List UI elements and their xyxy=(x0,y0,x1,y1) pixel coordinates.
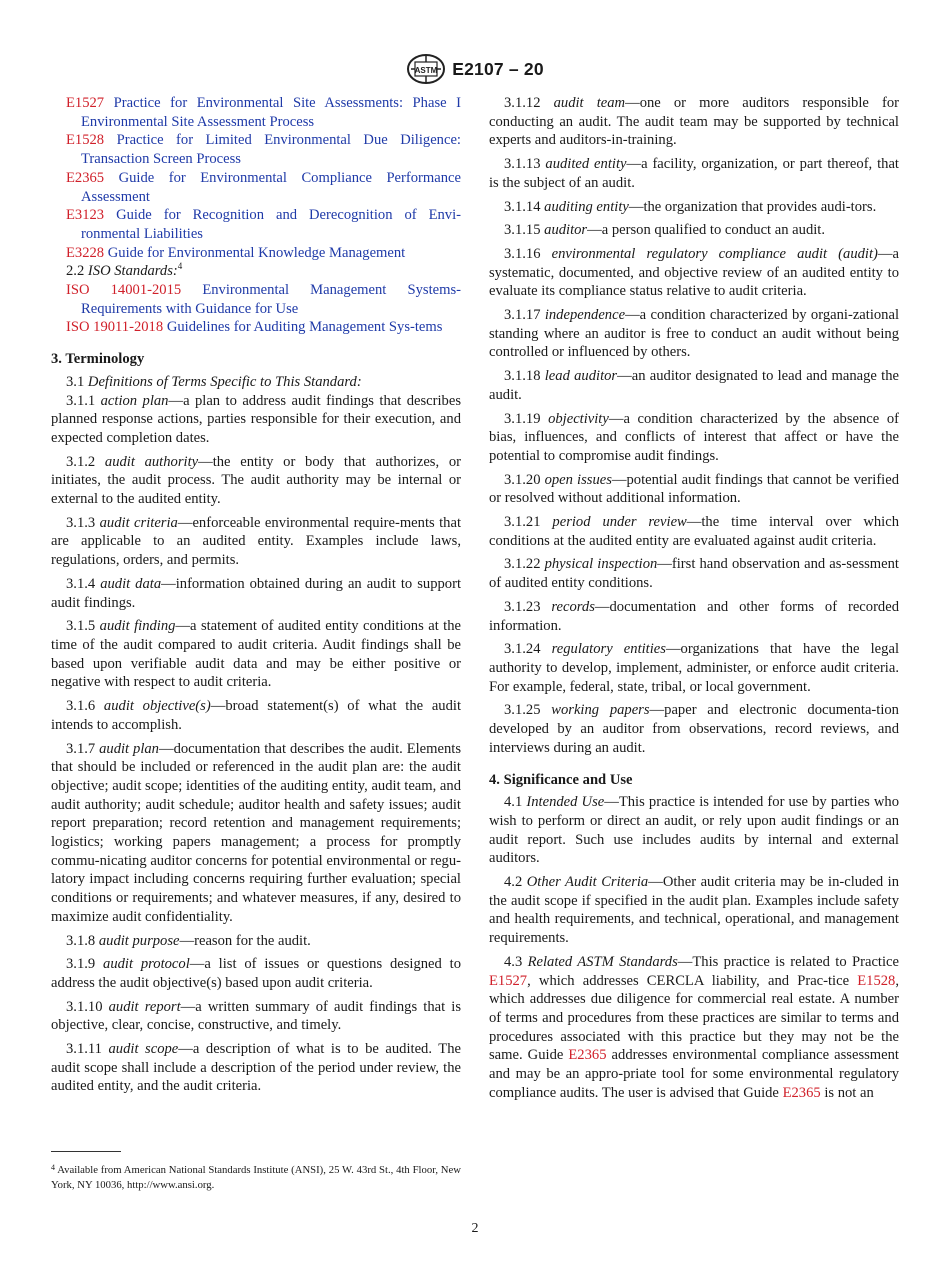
definition-text: —a person qualified to conduct an audit. xyxy=(587,222,826,239)
clause-number: 3.1.22 xyxy=(504,556,541,573)
clause-number: 3.1 xyxy=(66,373,85,390)
defined-term: audit authority xyxy=(104,453,199,470)
reference-title[interactable]: Environmental Management Systems-Requirements with Guidance for Use xyxy=(81,282,461,317)
defined-term: auditing entity xyxy=(544,198,629,215)
defined-term: audit plan xyxy=(99,740,159,757)
definition-text: —a facility, organization, or part thereof, that is the subject of an audit. xyxy=(489,156,899,191)
paragraph-4-1 xyxy=(489,793,899,868)
clause-number: 3.1.5 xyxy=(66,618,96,635)
clause-text: —Other audit criteria may be in-cluded in the audit scope if specified in the audit plan. Examples include safety and health requirements, and technical, operational, and management requirements. xyxy=(489,874,899,947)
standard-link[interactable]: E2365 xyxy=(568,1047,607,1064)
reference-code[interactable]: E3123 xyxy=(66,207,105,224)
defined-term: regulatory entities xyxy=(551,641,666,658)
definition-text: —reason for the audit. xyxy=(179,932,311,949)
reference-title[interactable]: Guide for Environmental Knowledge Management xyxy=(107,244,406,261)
section-heading: 3. Terminology xyxy=(51,351,145,368)
defined-term: action plan xyxy=(100,392,169,409)
reference-item xyxy=(51,244,461,263)
definition-item xyxy=(51,453,461,509)
definition-text: —information obtained during an audit to support audit findings. xyxy=(51,575,462,611)
defined-term: records xyxy=(551,598,595,615)
definition-item xyxy=(489,410,899,466)
definition-text: —a systematic, documented, and objective review of an audited entity to evaluate its compliance status relative to audit criteria. xyxy=(489,245,899,300)
definition-item xyxy=(489,471,899,508)
definition-item xyxy=(489,245,899,301)
clause-number: 3.1.10 xyxy=(66,998,103,1015)
clause-number: 4.1 xyxy=(504,794,523,811)
defined-term: independence xyxy=(544,307,626,324)
clause-text: , which addresses CERCLA liability, and Prac-tice xyxy=(527,972,858,989)
defined-term: objectivity xyxy=(548,410,609,427)
standard-link[interactable]: E1528 xyxy=(857,972,896,989)
reference-item xyxy=(51,169,461,206)
definition-text: —the time interval over which conditions at the audited entity are evaluated against audit criteria. xyxy=(489,514,900,549)
reference-title[interactable]: Guide for Environmental Compliance Performance Assessment xyxy=(81,169,461,205)
clause-number: 3.1.11 xyxy=(66,1041,102,1058)
clause-number: 3.1.14 xyxy=(504,198,541,215)
clause-text: —This practice is related to Practice xyxy=(677,953,899,970)
defined-term: audited entity xyxy=(545,156,627,173)
definition-item xyxy=(489,221,899,240)
defined-term: audit finding xyxy=(99,618,176,635)
definition-text: —a condition characterized by the absence of bias, influences, and conflicts of interest that affect or have the potential to compromise audit findings. xyxy=(489,410,899,464)
definition-item xyxy=(51,998,461,1035)
clause-number: 3.1.3 xyxy=(66,514,96,531)
definition-text: —one or more auditors responsible for conducting an audit. The audit team may be supported by technical experts and auditors-in-training. xyxy=(489,95,899,149)
clause-number: 3.1.9 xyxy=(66,956,96,973)
iso-heading-label: ISO Standards: xyxy=(87,263,178,280)
definition-text: —first hand observation and as-sessment of audited entity conditions. xyxy=(489,556,899,592)
definition-item xyxy=(489,367,899,404)
clause-number: 3.1.15 xyxy=(504,222,541,239)
clause-text: addresses environmental compliance assessment and may be an appro-priate tool for some environmental regulatory compliance audits. The user is advised that Guide xyxy=(489,1047,899,1101)
footnote-text: Available from American National Standards Institute (ANSI), 25 W. 43rd St., 4th Floor, New York, NY 10036, http://www.ansi.org. xyxy=(51,1164,461,1191)
clause-term: Related ASTM Standards xyxy=(527,953,678,970)
clause-number: 3.1.1 xyxy=(66,392,96,409)
astm-logo-icon xyxy=(406,53,446,85)
defined-term: auditor xyxy=(544,222,588,239)
clause-number: 3.1.8 xyxy=(66,932,96,949)
definition-item xyxy=(51,617,461,692)
reference-item xyxy=(51,94,461,131)
footnote-number: 4 xyxy=(51,1163,55,1172)
page-number: 2 xyxy=(471,1221,479,1236)
definition-item xyxy=(489,306,899,362)
clause-number: 3.1.17 xyxy=(504,307,541,324)
definition-text: —a plan to address audit findings that describes planned response actions, parties responsible for their execution, and expected completion dates. xyxy=(51,392,461,446)
reference-code[interactable]: E1528 xyxy=(66,132,105,149)
section-heading: 4. Significance and Use xyxy=(489,771,633,788)
paragraph-4-3 xyxy=(489,953,899,1103)
clause-number: 3.1.2 xyxy=(66,453,96,470)
iso-heading xyxy=(51,262,461,281)
definition-item xyxy=(51,955,461,992)
defined-term: audit team xyxy=(553,95,626,111)
paragraph-4-2 xyxy=(489,873,899,948)
defined-term: audit purpose xyxy=(98,932,180,949)
defined-term: working papers xyxy=(551,702,650,719)
defined-term: audit protocol xyxy=(103,956,190,973)
clause-number: 3.1.16 xyxy=(504,245,541,262)
definition-text: —paper and electronic documenta-tion developed by an auditor from observations, record reviews, and interviews during an audit. xyxy=(489,702,899,756)
definition-item xyxy=(489,513,899,550)
definition-text: —enforceable environmental require-ments that are applicable to an audited entity. Examples include laws, regulations, orders, and permits. xyxy=(51,514,461,569)
definition-item xyxy=(51,740,461,927)
definition-list xyxy=(489,94,899,758)
clause-number: 4.3 xyxy=(504,953,523,970)
definition-text: —an auditor designated to lead and manage the audit. xyxy=(489,368,899,403)
defined-term: audit scope xyxy=(108,1041,179,1058)
reference-code[interactable]: ISO 19011-2018 xyxy=(66,319,164,336)
defined-term: physical inspection xyxy=(544,556,658,573)
footnote xyxy=(51,1160,461,1193)
clause-number: 3.1.12 xyxy=(504,95,541,111)
clause-text: is not an xyxy=(820,1084,874,1101)
defined-term: period under review xyxy=(552,514,687,531)
definition-text: —documentation and other forms of recorded information. xyxy=(489,598,899,634)
definition-item xyxy=(489,155,899,192)
defined-term: environmental regulatory compliance audit (audit) xyxy=(551,245,878,262)
reference-title[interactable]: Guide for Recognition and Derecognition of Envi-ronmental Liabilities xyxy=(81,207,461,242)
definition-text: —a list of issues or questions designed to address the audit objective(s) based upon audit criteria. xyxy=(51,956,461,991)
reference-item xyxy=(51,281,461,318)
definition-item xyxy=(489,555,899,592)
reference-code[interactable]: E1527 xyxy=(66,95,105,111)
definition-text: —a condition characterized by organi-zational standing where an auditor is free to conduct an audit without being controlled or influenced by others. xyxy=(489,307,900,361)
clause-number: 3.1.19 xyxy=(504,410,541,427)
page-header xyxy=(0,52,950,86)
footnote-divider xyxy=(51,1151,121,1152)
clause-number: 3.1.4 xyxy=(66,575,96,592)
definition-item xyxy=(51,932,461,951)
defined-term: audit report xyxy=(108,998,181,1015)
clause-number: 3.1.21 xyxy=(504,514,541,531)
definition-item xyxy=(489,198,899,217)
definition-text: —a statement of audited entity conditions at the time of the audit compared to audit criteria. Audit findings shall be based upon verifiable audit data and may be either positive or negative with respect to audit criteria. xyxy=(51,618,462,691)
clause-term: Other Audit Criteria xyxy=(526,874,649,891)
definition-item xyxy=(489,598,899,635)
definition-text: —the entity or body that authorizes, or initiates, the audit process. The audit authority may be internal or external to the audited entity. xyxy=(51,453,461,508)
document-id: E2107 – 20 xyxy=(452,58,544,79)
definition-item xyxy=(51,575,461,612)
left-column xyxy=(51,94,461,1101)
subsection-heading xyxy=(51,373,461,392)
definition-text: —broad statement(s) of what the audit intends to accomplish. xyxy=(51,698,462,733)
clause-number: 3.1.24 xyxy=(504,641,541,658)
definition-text: —a description of what is to be audited. The audit scope shall include a description of the period under review, the audited entity, and the audit criteria. xyxy=(51,1041,461,1095)
clause-number: 3.1.20 xyxy=(504,471,541,488)
definition-list xyxy=(51,392,461,1097)
clause-number: 3.1.25 xyxy=(504,702,541,719)
clause-text: —This practice is intended for use by parties who wish to perform or direct an audit, or rely upon audit findings or an audit report. Such use includes audits by internal and external auditors. xyxy=(489,794,899,867)
definition-item xyxy=(489,701,899,757)
reference-code[interactable]: ISO 14001-2015 xyxy=(66,282,182,299)
clause-number: 4.2 xyxy=(504,874,523,891)
definition-item xyxy=(489,640,899,696)
definition-text: —potential audit findings that cannot be verified or resolved without additional information. xyxy=(489,471,900,507)
reference-title[interactable]: Practice for Environmental Site Assessments: Phase I Environmental Site Assessment Process xyxy=(81,95,461,130)
clause-number: 3.1.18 xyxy=(504,368,541,385)
clause-number: 3.1.13 xyxy=(504,156,541,173)
definition-item xyxy=(51,697,461,734)
right-column xyxy=(489,94,899,1107)
definition-item xyxy=(51,514,461,570)
reference-item xyxy=(51,131,461,168)
defined-term: audit objective(s) xyxy=(103,698,211,715)
defined-term: audit data xyxy=(100,575,162,592)
reference-item xyxy=(51,318,461,337)
clause-number: 3.1.7 xyxy=(66,740,96,757)
reference-code[interactable]: E2365 xyxy=(66,169,105,186)
definition-item xyxy=(489,94,899,150)
definition-text: —organizations that have the legal authority to develop, implement, administer, or enforce audit criteria. For example, federal, state, tribal, or local government. xyxy=(489,641,899,695)
standard-link[interactable]: E1527 xyxy=(489,972,528,989)
clause-term: Intended Use xyxy=(526,794,605,811)
reference-list xyxy=(51,94,461,337)
definition-text: —a written summary of audit findings that is objective, clear, concise, constructive, and timely. xyxy=(51,998,461,1034)
definition-item xyxy=(51,1040,461,1096)
clause-text: , which addresses due diligence for commercial real estate. A number of terms and procedures from these practices are similar to terms and procedures associated with this practice but they may not be the same. Guide xyxy=(489,972,899,1064)
definition-text: —the organization that provides audi-tors. xyxy=(628,198,877,215)
reference-item xyxy=(51,206,461,243)
defined-term: audit criteria xyxy=(99,514,178,531)
standard-link[interactable]: E2365 xyxy=(782,1084,821,1101)
iso-heading-number: 2.2 xyxy=(66,263,85,280)
clause-number: 3.1.23 xyxy=(504,598,541,615)
clause-number: 3.1.6 xyxy=(66,698,96,715)
reference-title[interactable]: Guidelines for Auditing Management Sys-tems xyxy=(166,319,443,336)
definition-item xyxy=(51,392,461,448)
svg-text:ASTM: ASTM xyxy=(414,66,438,75)
subsection-title: Definitions of Terms Specific to This Standard: xyxy=(87,373,362,390)
defined-term: open issues xyxy=(544,471,612,488)
reference-title[interactable]: Practice for Limited Environmental Due Diligence: Transaction Screen Process xyxy=(81,132,461,168)
defined-term: lead auditor xyxy=(544,368,618,385)
footnote-marker: 4 xyxy=(177,261,183,272)
reference-code[interactable]: E3228 xyxy=(66,244,105,261)
definition-text: —documentation that describes the audit. Elements that should be included or referenced in the audit plan are: the audit objective; audit scope; identities of the auditing entity, audit team, and audit authority; audit schedule; auditor health and safety issues; audit report preparation; record retention and management requirements; logistics; working papers management; a process for promptly commu-nicating auditor concerns for potential environmental or regu-latory impact including concerns requiring further evaluation; special conditions or requirements; and whatever measures, if any, desired to maximize audit confidentiality. xyxy=(51,740,461,925)
